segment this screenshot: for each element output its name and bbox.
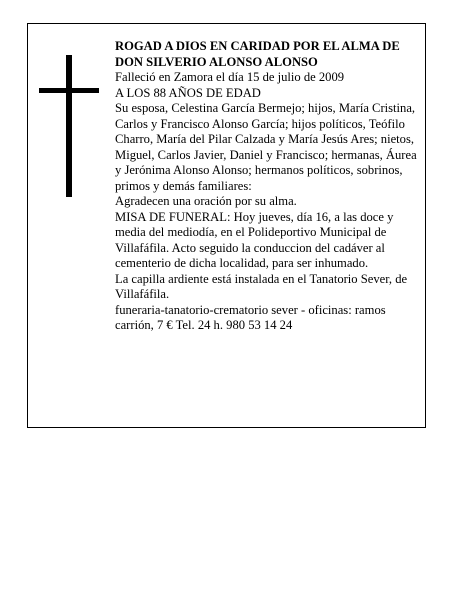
cross-horizontal-bar (39, 88, 99, 93)
cross-vertical-bar (66, 55, 72, 197)
prayer-line: Agradecen una oración por su alma. (115, 194, 297, 208)
notice-text (115, 39, 420, 334)
age-line: A LOS 88 AÑOS DE EDAD (115, 85, 261, 100)
chapel-paragraph: La capilla ardiente está instalada en el Tanatorio Sever, de Villafáfila. (115, 271, 408, 301)
death-line: Falleció en Zamora el día 15 de julio de 2009 (115, 70, 345, 84)
family-paragraph: Su esposa, Celestina García Bermejo; hijos, María Cristina, Carlos y Francisco Alonso García; hijos políticos, Teófilo Charro, María del Pilar Calzada y María Jesús Ares; nietos, Miguel, Carlos Javier, Daniel y Francisco; hermanas, Áurea y Jerónima Alonso Alonso; hermanos políticos, sobrinos, primos y demás familiares: (115, 101, 417, 193)
contact-paragraph: funeraria-tanatorio-crematorio sever - oficinas: ramos carrión, 7 € Tel. 24 h. 980 53 14 24 (115, 302, 386, 332)
funeral-paragraph: MISA DE FUNERAL: Hoy jueves, día 16, a las doce y media del mediodía, en el Polideportivo Municipal de Villafáfila. Acto seguido la conduccion del cadáver al cementerio de dicha localidad, para ser inhumado. (115, 209, 394, 270)
notice-heading: ROGAD A DIOS EN CARIDAD POR EL ALMA DE DON SILVERIO ALONSO ALONSO (115, 39, 400, 69)
latin-cross-icon (39, 55, 99, 197)
obituary-notice (27, 23, 426, 428)
